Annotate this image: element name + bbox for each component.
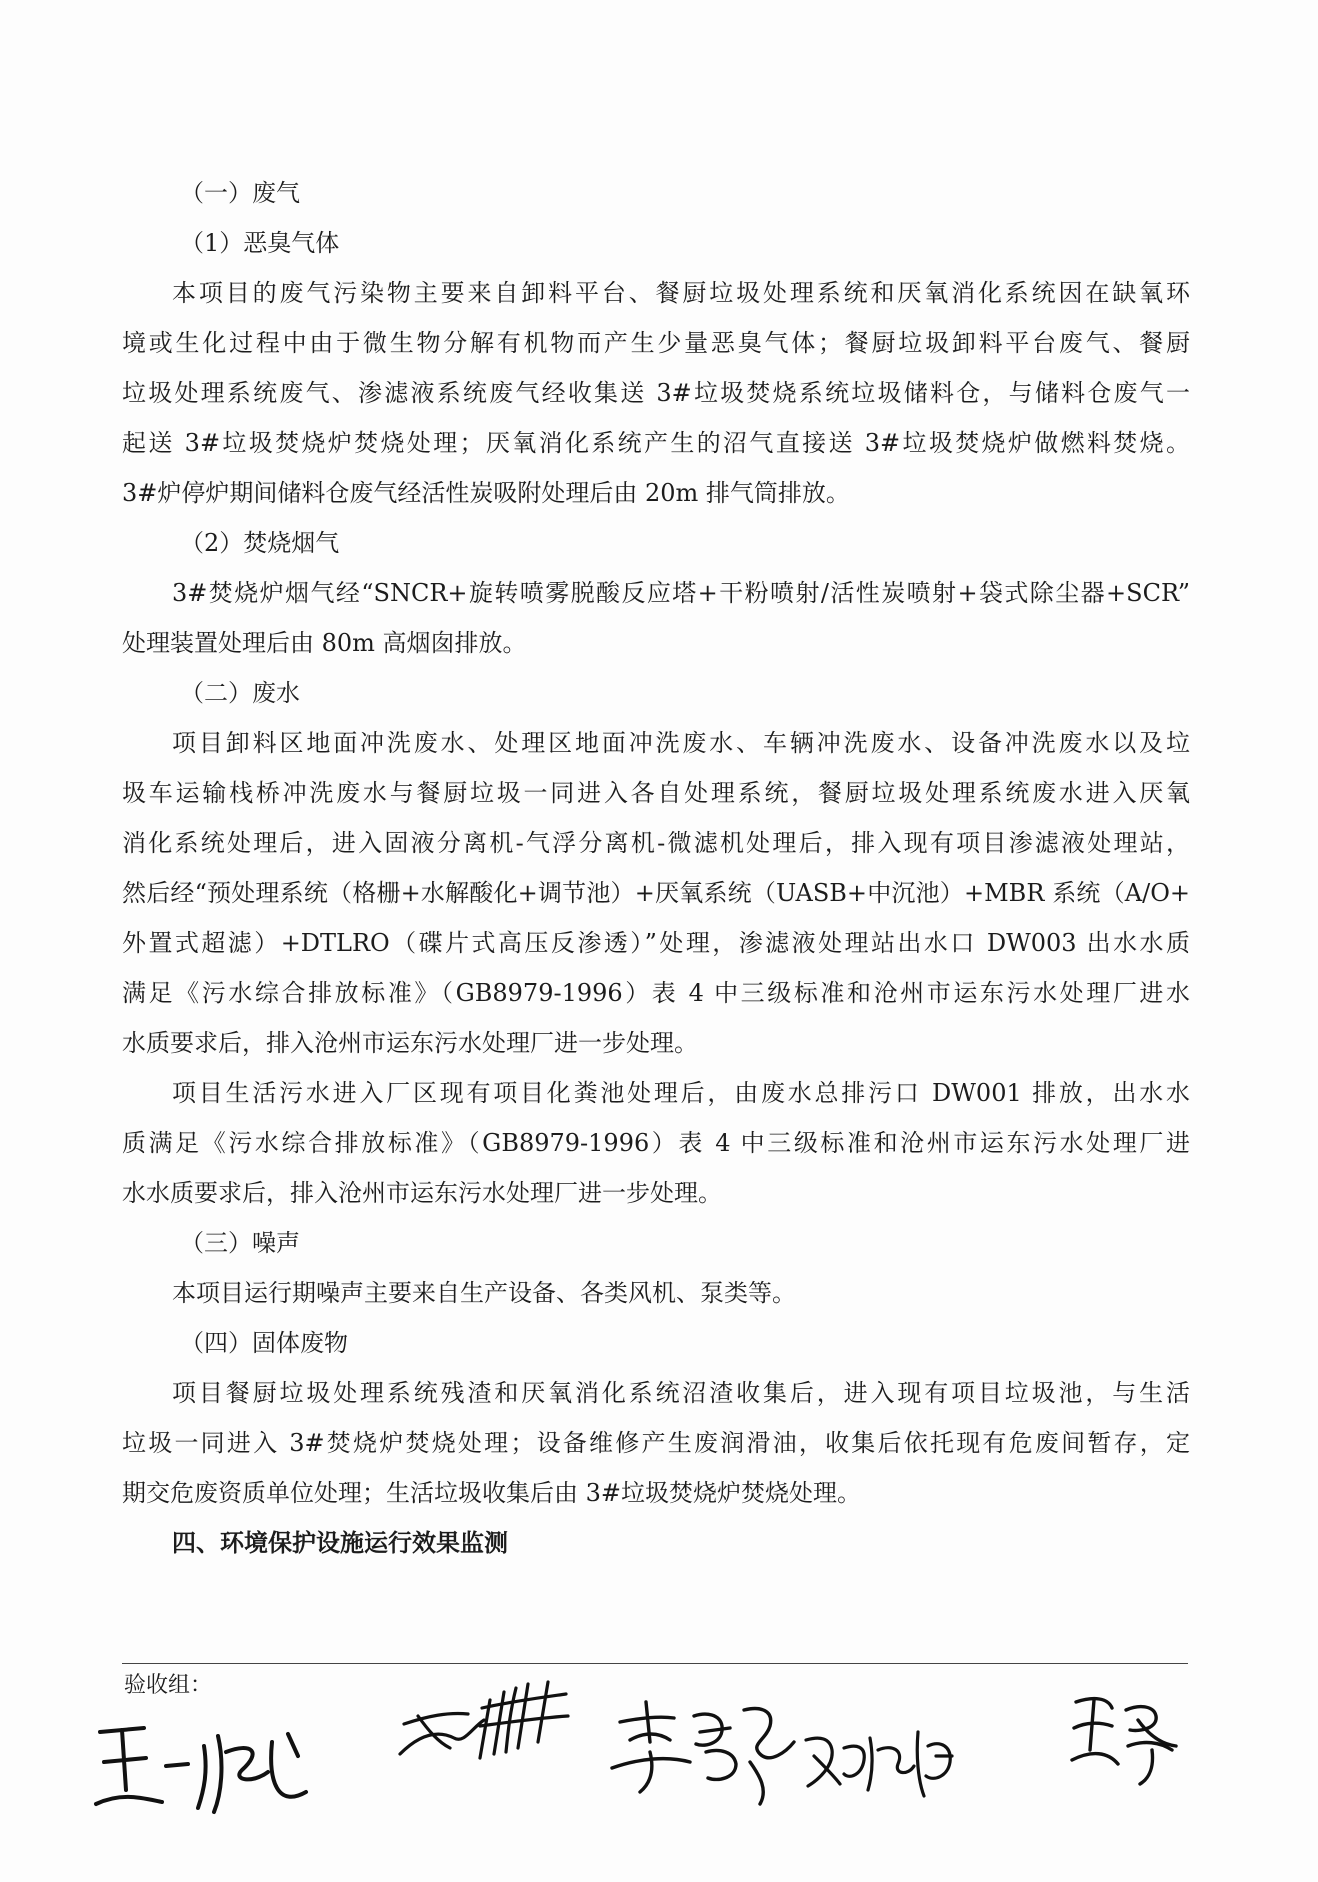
signature-4 (800, 1710, 960, 1810)
footer-divider (122, 1663, 1188, 1664)
paragraph-line: 起送 3#垃圾焚烧炉焚烧处理；厌氧消化系统产生的沼气直接送 3#垃圾焚烧炉做燃料焚烧。 (122, 429, 1190, 457)
paragraph (122, 1268, 1190, 1318)
paragraph-line: 质满足《污水综合排放标准》（GB8979-1996）表 4 中三级标准和沧州市运东污水处理厂进 (122, 1129, 1190, 1157)
signature-5 (1068, 1680, 1188, 1790)
paragraph-line: 外置式超滤）+DTLRO（碟片式高压反渗透）”处理，渗滤液处理站出水口 DW003 出水水质 (122, 929, 1190, 957)
acceptance-group-label: 验收组： (124, 1673, 213, 1698)
signature-3 (610, 1692, 800, 1812)
paragraph-line: 项目生活污水进入厂区现有项目化粪池处理后，由废水总排污口 DW001 排放，出水水 (172, 1079, 1190, 1107)
paragraph-line: 满足《污水综合排放标准》（GB8979-1996）表 4 中三级标准和沧州市运东污水处理厂进水 (122, 979, 1190, 1007)
paragraph (122, 568, 1190, 668)
paragraph-line: 消化系统处理后，进入固液分离机-气浮分离机-微滤机处理后，排入现有项目渗滤液处理站， (122, 829, 1190, 857)
section-heading: （二）废水 (180, 679, 300, 707)
paragraph (122, 1068, 1190, 1218)
paragraph-line: 3#焚烧炉烟气经“SNCR+旋转喷雾脱酸反应塔+干粉喷射/活性炭喷射+袋式除尘器+SCR” (172, 579, 1190, 607)
paragraph-line: 垃圾处理系统废气、渗滤液系统废气经收集送 3#垃圾焚烧系统垃圾储料仓，与储料仓废气一 (122, 379, 1190, 407)
signature-2 (398, 1672, 578, 1772)
signature-1 (92, 1712, 312, 1822)
paragraph-line: 本项目的废气污染物主要来自卸料平台、餐厨垃圾处理系统和厌氧消化系统因在缺氧环 (172, 279, 1190, 307)
section-heading: 四、环境保护设施运行效果监测 (172, 1528, 508, 1557)
section-heading: （2）焚烧烟气 (180, 529, 340, 557)
paragraph-line: 圾车运输栈桥冲洗废水与餐厨垃圾一同进入各自处理系统，餐厨垃圾处理系统废水进入厌氧 (122, 779, 1190, 807)
paragraph-line: 项目卸料区地面冲洗废水、处理区地面冲洗废水、车辆冲洗废水、设备冲洗废水以及垃 (172, 729, 1190, 757)
section-heading: （三）噪声 (180, 1229, 300, 1257)
paragraph (122, 1368, 1190, 1518)
paragraph-line: 项目餐厨垃圾处理系统残渣和厌氧消化系统沼渣收集后，进入现有项目垃圾池，与生活 (172, 1379, 1190, 1407)
paragraph-line: 水水质要求后，排入沧州市运东污水处理厂进一步处理。 (122, 1179, 722, 1207)
paragraph-line: 3#炉停炉期间储料仓废气经活性炭吸附处理后由 20m 排气筒排放。 (122, 479, 850, 507)
paragraph-line: 处理装置处理后由 80m 高烟囱排放。 (122, 629, 527, 657)
paragraph (122, 268, 1190, 518)
paragraph-line: 水质要求后，排入沧州市运东污水处理厂进一步处理。 (122, 1029, 698, 1057)
paragraph-line: 境或生化过程中由于微生物分解有机物而产生少量恶臭气体；餐厨垃圾卸料平台废气、餐厨 (122, 329, 1190, 357)
paragraph (122, 718, 1190, 1068)
section-heading: （一）废气 (180, 179, 300, 207)
paragraph-line: 期交危废资质单位处理；生活垃圾收集后由 3#垃圾焚烧炉焚烧处理。 (122, 1479, 862, 1507)
section-heading: （1）恶臭气体 (180, 229, 340, 257)
paragraph-line: 然后经“预处理系统（格栅+水解酸化+调节池）+厌氧系统（UASB+中沉池）+MBR 系统（A/O+ (122, 879, 1190, 907)
paragraph-line: 本项目运行期噪声主要来自生产设备、各类风机、泵类等。 (172, 1279, 796, 1307)
document-body (122, 168, 1190, 1568)
section-heading: （四）固体废物 (180, 1329, 348, 1357)
paragraph-line: 垃圾一同进入 3#焚烧炉焚烧处理；设备维修产生废润滑油，收集后依托现有危废间暂存，定 (122, 1429, 1190, 1457)
